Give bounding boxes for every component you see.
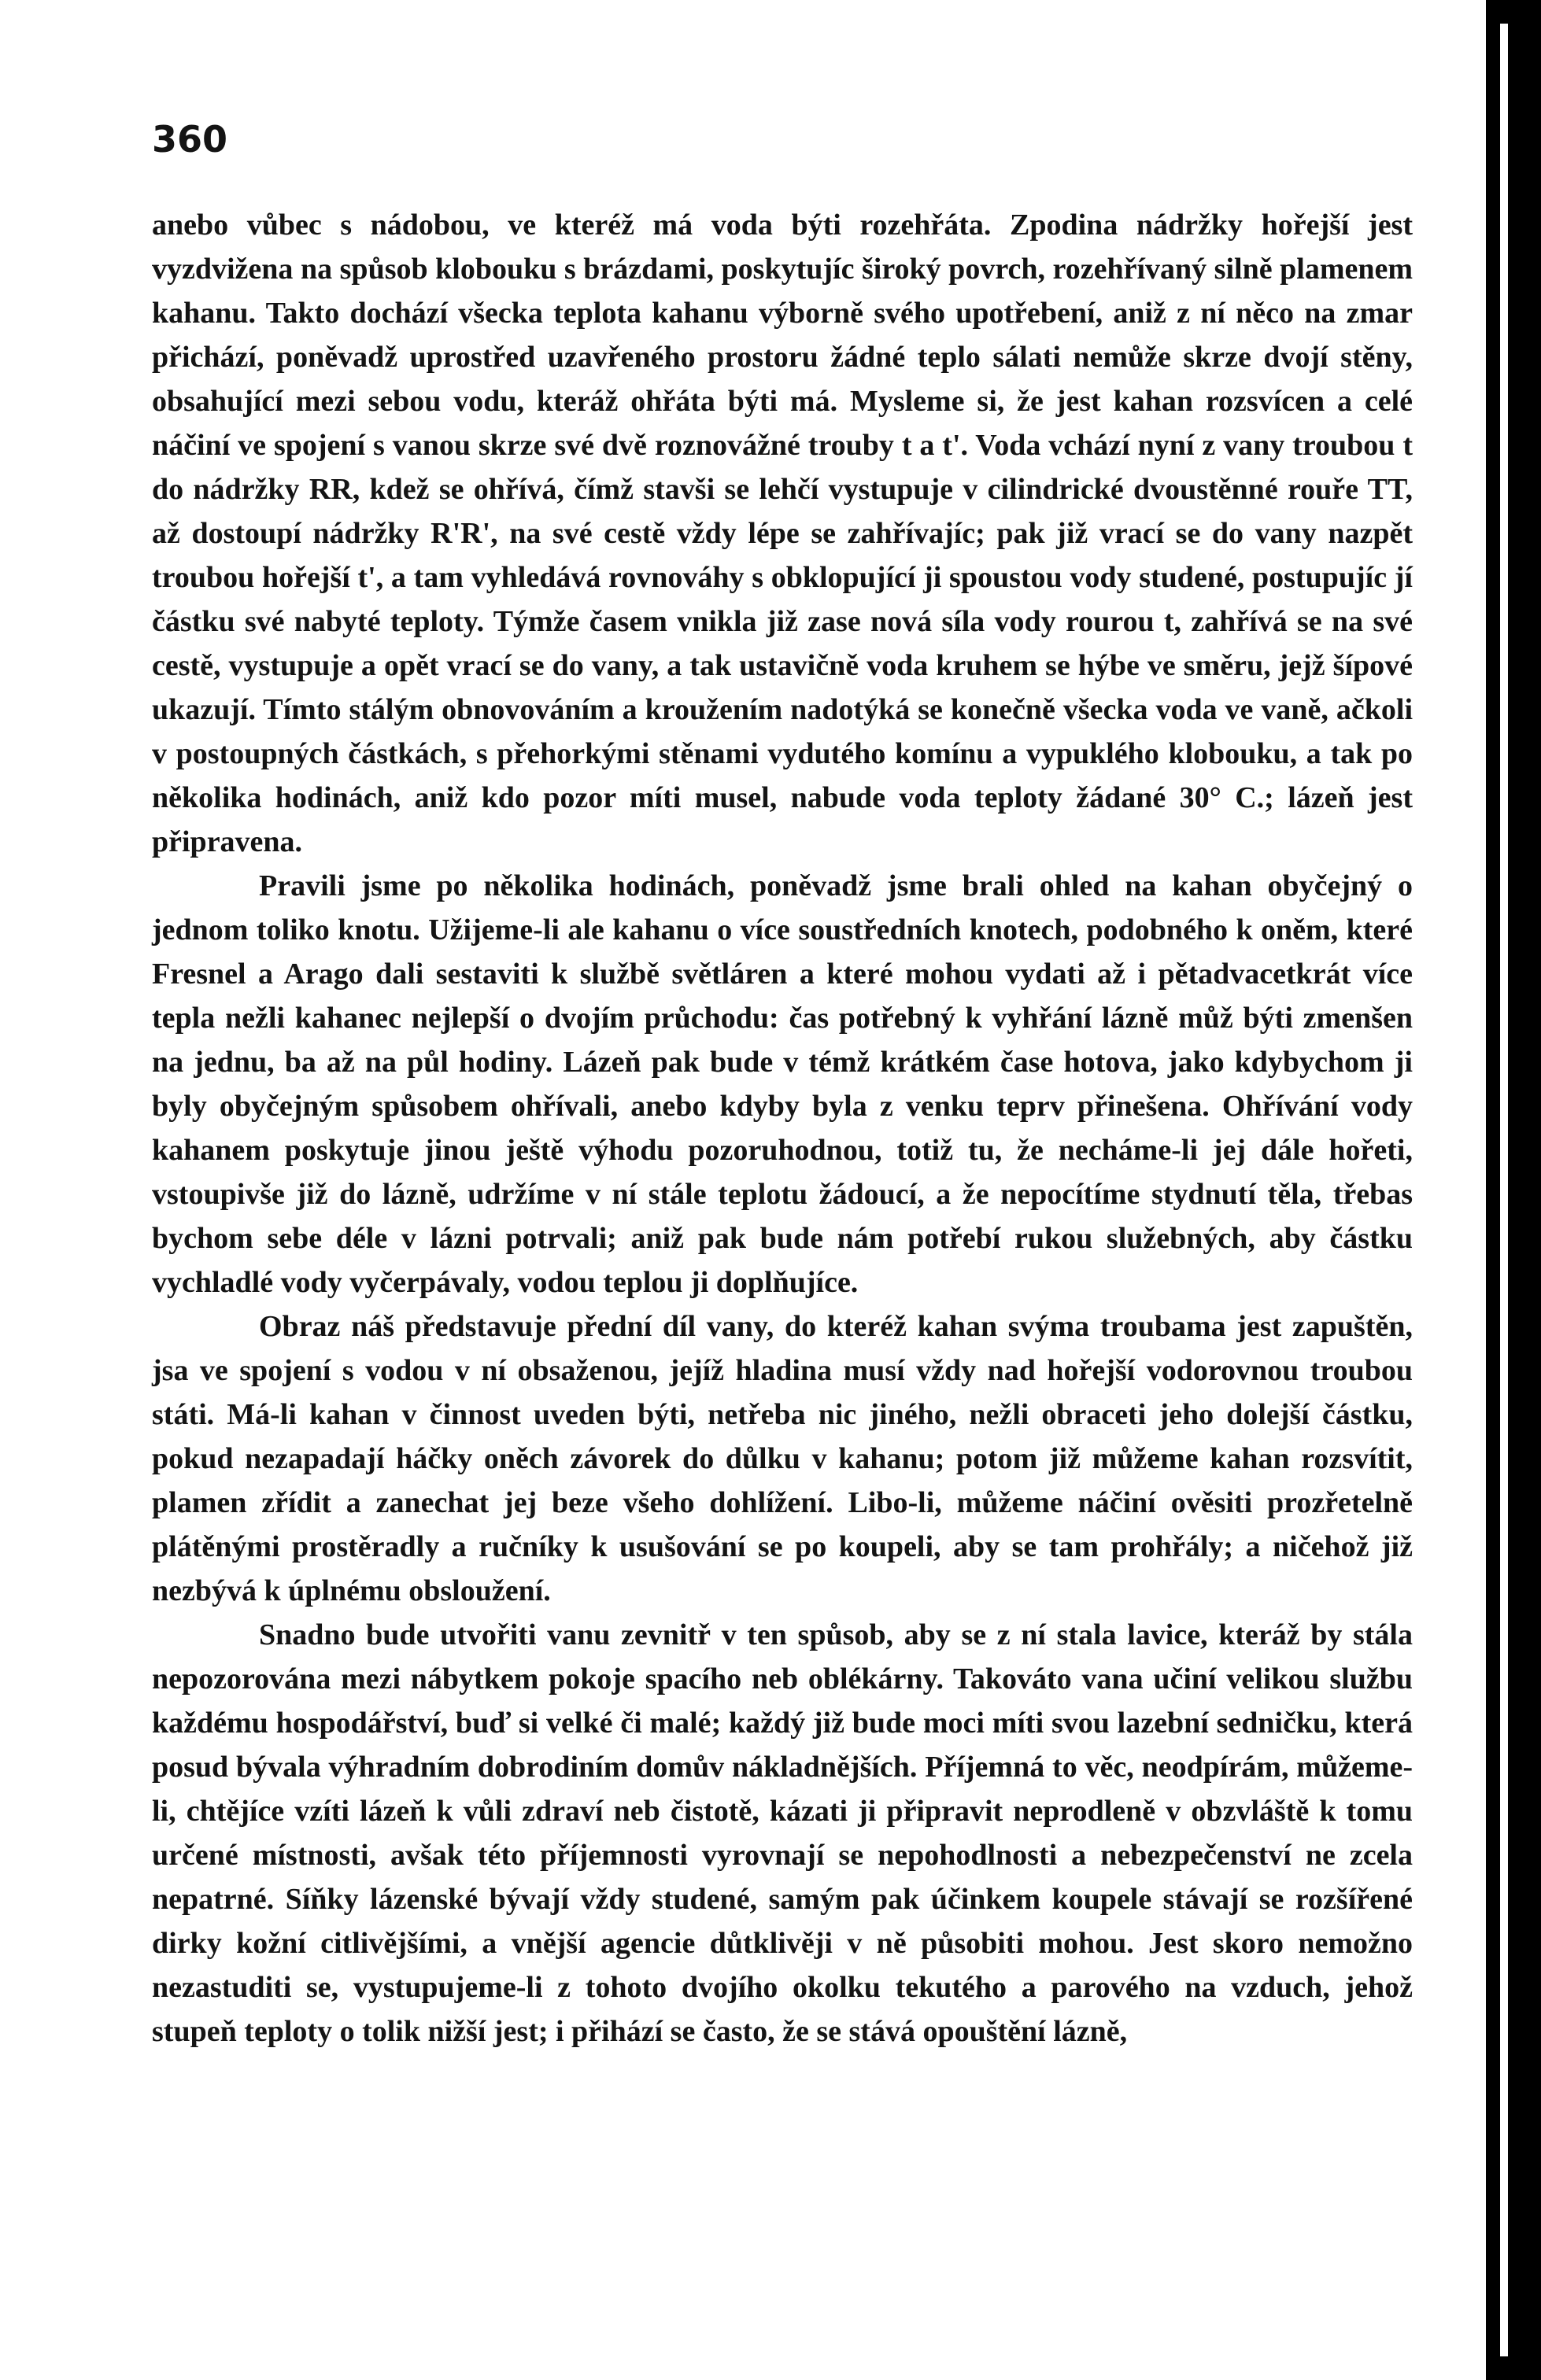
paragraph-4: Snadno bude utvořiti vanu zevnitř v ten spůsob, aby se z ní stala lavice, kteráž by stála nepozorována mezi nábytkem pokoje spacího neb oblékárny. Takováto vana učiní velikou službu každému hospodářství, buď si velké či malé; každý již bude moci míti svou lazební sedničku, která posud bývala výhradním dobrodiním domův nákladnějších. Příjemná to věc, neodpírám, můžeme-li, chtějíce vzíti lázeň k vůli zdraví neb čistotě, kázati ji připravit neprodleně v obzvláště k tomu určené místnosti, avšak této příjemnosti vyrovnají se nepohodlnosti a nebezpečenství ne zcela nepatrné. Síňky lázenské bývají vždy studené, samým pak účinkem koupele stávají se rozšířené dirky kožní citlivějšími, a vnější agencie důtklivěji v ně působiti mohou. Jest skoro nemožno nezastuditi se, vystupujeme-li z tohoto dvojího okolku tekutého a parového na vzduch, jehož stupeň teploty o tolik nižší jest; i přihází se často, že se stává opouštění lázně,	[152, 1618, 1413, 2048]
body-text	[152, 203, 1413, 2053]
scan-edge-line	[1500, 24, 1508, 2356]
paragraph-3: Obraz náš představuje přední díl vany, do kteréž kahan svýma troubama jest zapuštěn, jsa ve spojení s vodou v ní obsaženou, jejíž hladina musí vždy nad hořejší vodorovnou troubou státi. Má-li kahan v činnost uveden býti, netřeba nic jiného, nežli obraceti jeho dolejší částku, pokud nezapadají háčky oněch závorek do důlku v kahanu; potom již můžeme kahan rozsvítit, plamen zřídit a zanechat jej beze všeho dohlížení. Libo-li, můžeme náčiní ověsiti prozřetelně plátěnými prostěradly a ručníky k usušování se po koupeli, aby se tam prohřály; a ničehož již nezbývá k úplnému obsloužení.	[152, 1310, 1413, 1607]
page-number: 360	[152, 118, 228, 161]
paragraph-2: Pravili jsme po několika hodinách, poněvadž jsme brali ohled na kahan obyčejný o jednom toliko knotu. Užijeme-li ale kahanu o více soustředních knotech, podobného k oněm, které Fresnel a Arago dali sestaviti k službě světláren a které mohou vydati až i pětadvacetkrát více tepla nežli kahanec nejlepší o dvojím průchodu: čas potřebný k vyhřání lázně můž býti zmenšen na jednu, ba až na půl hodiny. Lázeň pak bude v témž krátkém čase hotova, jako kdybychom ji byly obyčejným spůsobem ohřívali, anebo kdyby byla z venku teprv přinešena. Ohřívání vody kahanem poskytuje jinou ještě výhodu pozoruhodnou, totiž tu, že necháme-li jej dále hořeti, vstoupivše již do lázně, udržíme v ní stále teplotu žádoucí, a že nepocítíme stydnutí těla, třebas bychom sebe déle v lázni potrvali; aniž pak bude nám potřebí rukou služebných, aby částku vychladlé vody vyčerpávaly, vodou teplou ji doplňujíce.	[152, 869, 1413, 1299]
paragraph-1: anebo vůbec s nádobou, ve kteréž má voda býti rozehřáta. Zpodina nádržky hořejší jest vyzdvižena na spůsob klobouku s brázdami, poskytujíc široký povrch, rozehřívaný silně plamenem kahanu. Takto dochází všecka teplota kahanu výborně svého upotřebení, aniž z ní něco na zmar přichází, poněvadž uprostřed uzavřeného prostoru žádné teplo sálati nemůže skrze dvojí stěny, obsahující mezi sebou vodu, kteráž ohřáta býti má. Mysleme si, že jest kahan rozsvícen a celé náčiní ve spojení s vanou skrze své dvě roznovážné trouby t a t'. Voda vchází nyní z vany troubou t do nádržky RR, kdež se ohřívá, čímž stavši se lehčí vystupuje v cilindrické dvoustěnné rouře TT, až dostoupí nádržky R'R', na své cestě vždy lépe se zahřívajíc; pak již vrací se do vany nazpět troubou hořejší t', a tam vyhledává rovnováhy s obklopující ji spoustou vody studené, postupujíc jí částku své nabyté teploty. Týmže časem vnikla již zase nová síla vody rourou t, zahřívá se na své cestě, vystupuje a opět vrací se do vany, a tak ustavičně voda kruhem se hýbe ve směru, jejž šípové ukazují. Tímto stálým obnovováním a kroužením nadotýká se konečně všecka voda ve vaně, ačkoli v postoupných částkách, s přehorkými stěnami vydutého komínu a vypuklého klobouku, a tak po několika hodinách, aniž kdo pozor míti musel, nabude voda teploty žádané 30° C.; lázeň jest připravena.	[152, 208, 1413, 858]
